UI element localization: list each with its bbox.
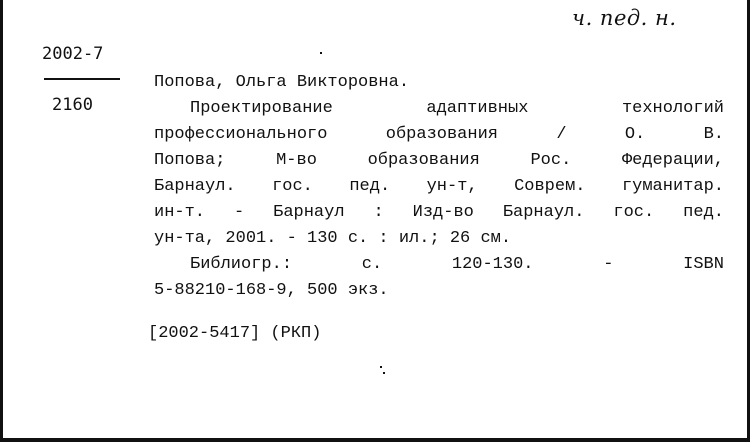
title-word: Федерации, (621, 151, 724, 170)
biblio-word: с. (361, 255, 383, 274)
title-word: ун-т, (426, 177, 478, 196)
title-line-3 (154, 149, 724, 172)
title-word: - (233, 203, 245, 222)
title-word: гос. (613, 203, 655, 222)
author-heading: Попова, Ольга Викторовна. (154, 73, 410, 92)
card-left-border (0, 0, 3, 442)
title-word: образования (385, 125, 498, 144)
title-word: пед. (683, 203, 724, 222)
title-word: пед. (349, 177, 391, 196)
title-line-4 (154, 175, 724, 198)
title-line-5 (154, 201, 724, 224)
title-word: Попова; (154, 151, 226, 170)
title-line-1 (190, 97, 724, 120)
bibliography-line (190, 253, 724, 276)
title-word: адаптивных (426, 99, 529, 118)
handwritten-note: ч. пед. н. (572, 6, 677, 30)
title-word: Барнаул (273, 203, 345, 222)
biblio-word: 120-130. (451, 255, 534, 274)
title-word: Рос. (530, 151, 572, 170)
imprint-line: ун-та, 2001. - 130 с. : ил.; 26 см. (154, 229, 512, 248)
speck (380, 366, 382, 368)
title-word: гуманитар. (621, 177, 724, 196)
title-word: Проектирование (190, 99, 333, 118)
title-word: технологий (621, 99, 724, 118)
title-word: : (373, 203, 384, 222)
title-word: гос. (272, 177, 313, 196)
speck (383, 372, 385, 374)
title-word: / (556, 125, 567, 144)
title-word: М-во (276, 151, 317, 170)
title-word: профессионального (154, 125, 328, 144)
call-number: [2002-5417] (РКП) (148, 324, 322, 343)
title-word: В. (703, 125, 724, 144)
shelf-mark: 2002-7 (42, 44, 104, 64)
speck (320, 52, 322, 54)
title-word: Соврем. (514, 177, 586, 196)
title-word: Барнаул. (502, 203, 585, 222)
title-line-2 (154, 123, 724, 146)
biblio-word: ISBN (683, 255, 724, 274)
title-word: ин-т. (154, 203, 206, 222)
biblio-word: - (603, 255, 614, 274)
biblio-word: Библиогр.: (190, 255, 293, 274)
title-word: О. (624, 125, 646, 144)
title-word: образования (367, 151, 480, 170)
shelf-mark-divider (44, 78, 120, 80)
title-word: Барнаул. (154, 177, 236, 196)
author-mark: 2160 (52, 95, 93, 115)
title-word: Изд-во (412, 203, 474, 222)
card-bottom-border (0, 438, 750, 442)
isbn-line: 5-88210-168-9, 500 экз. (154, 281, 389, 300)
